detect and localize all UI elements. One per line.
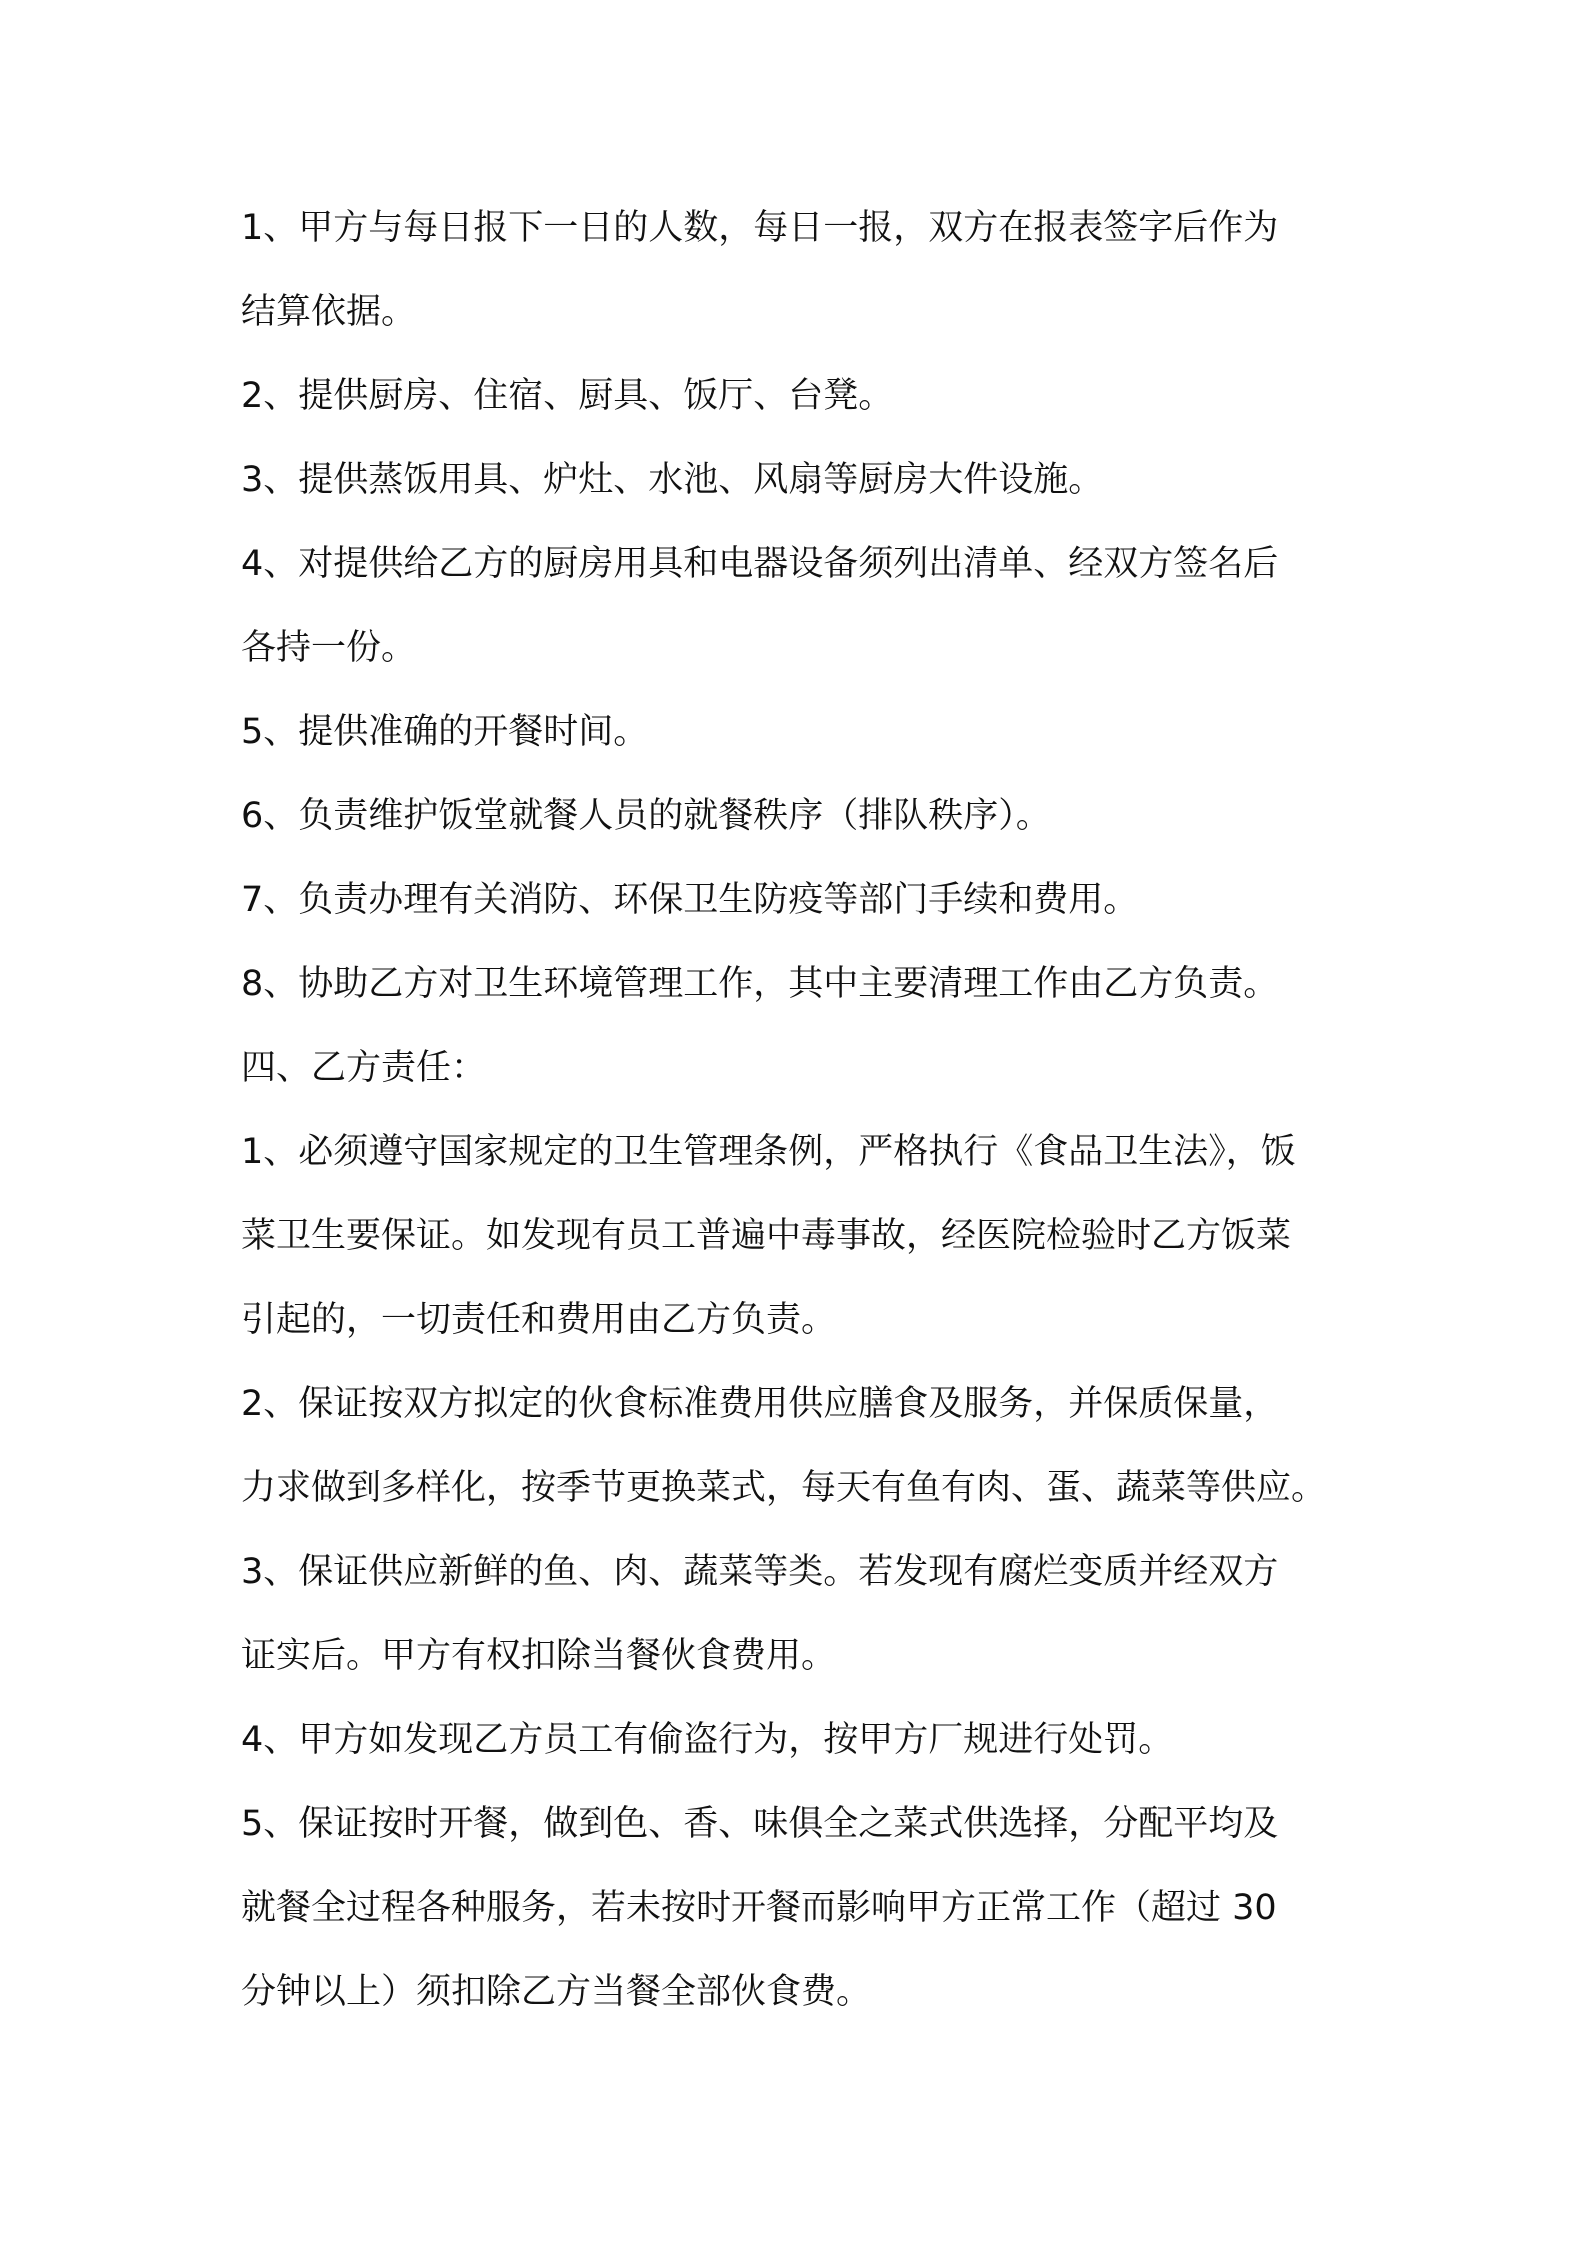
section-heading [241,1026,1361,1110]
text-line: 5、保证按时开餐，做到色、香、味俱全之菜式供选择，分配平均及 [241,1804,1279,1844]
text-line: 1、必须遵守国家规定的卫生管理条例，严格执行《食品卫生法》，饭 [241,1132,1296,1172]
paragraph-1-2 [241,354,1361,438]
paragraph-1-6 [241,774,1361,858]
text-line: 就餐全过程各种服务，若未按时开餐而影响甲方正常工作（超过 30 [241,1888,1277,1928]
text-line: 2、提供厨房、住宿、厨具、饭厅、台凳。 [241,376,894,416]
text-line: 分钟以上）须扣除乙方当餐全部伙食费。 [241,1972,872,2012]
paragraph-1-3 [241,438,1361,522]
text-line: 2、保证按双方拟定的伙食标准费用供应膳食及服务，并保质保量， [241,1384,1279,1424]
text-line: 7、负责办理有关消防、环保卫生防疫等部门手续和费用。 [241,880,1139,920]
paragraph-2-3 [241,1530,1361,1698]
text-line: 4、对提供给乙方的厨房用具和电器设备须列出清单、经双方签名后 [241,544,1279,584]
text-line: 8、协助乙方对卫生环境管理工作，其中主要清理工作由乙方负责。 [241,964,1279,1004]
paragraph-1-4 [241,522,1361,690]
paragraph-2-1 [241,1110,1361,1362]
heading-line: 四、乙方责任： [241,1048,487,1088]
text-line: 1、甲方与每日报下一日的人数，每日一报，双方在报表签字后作为 [241,208,1279,248]
text-line: 6、负责维护饭堂就餐人员的就餐秩序（排队秩序）。 [241,796,1051,836]
paragraph-1-1 [241,186,1361,354]
paragraph-1-7 [241,858,1361,942]
paragraph-1-8 [241,942,1361,1026]
text-line: 证实后。甲方有权扣除当餐伙食费用。 [241,1636,837,1676]
paragraph-2-4 [241,1698,1361,1782]
text-line: 4、甲方如发现乙方员工有偷盗行为，按甲方厂规进行处罚。 [241,1720,1174,1760]
text-line: 各持一份。 [241,628,417,668]
text-line: 3、保证供应新鲜的鱼、肉、蔬菜等类。若发现有腐烂变质并经双方 [241,1552,1279,1592]
document-body [241,186,1361,2034]
text-line: 结算依据。 [241,292,417,332]
text-line: 菜卫生要保证。如发现有员工普遍中毒事故，经医院检验时乙方饭菜 [241,1216,1292,1256]
text-line: 3、提供蒸饭用具、炉灶、水池、风扇等厨房大件设施。 [241,460,1104,500]
text-line: 引起的，一切责任和费用由乙方负责。 [241,1300,837,1340]
paragraph-1-5 [241,690,1361,774]
paragraph-2-5 [241,1782,1361,2034]
text-line: 5、提供准确的开餐时间。 [241,712,649,752]
paragraph-2-2 [241,1362,1361,1530]
text-line: 力求做到多样化，按季节更换菜式，每天有鱼有肉、蛋、蔬菜等供应。 [241,1468,1327,1508]
